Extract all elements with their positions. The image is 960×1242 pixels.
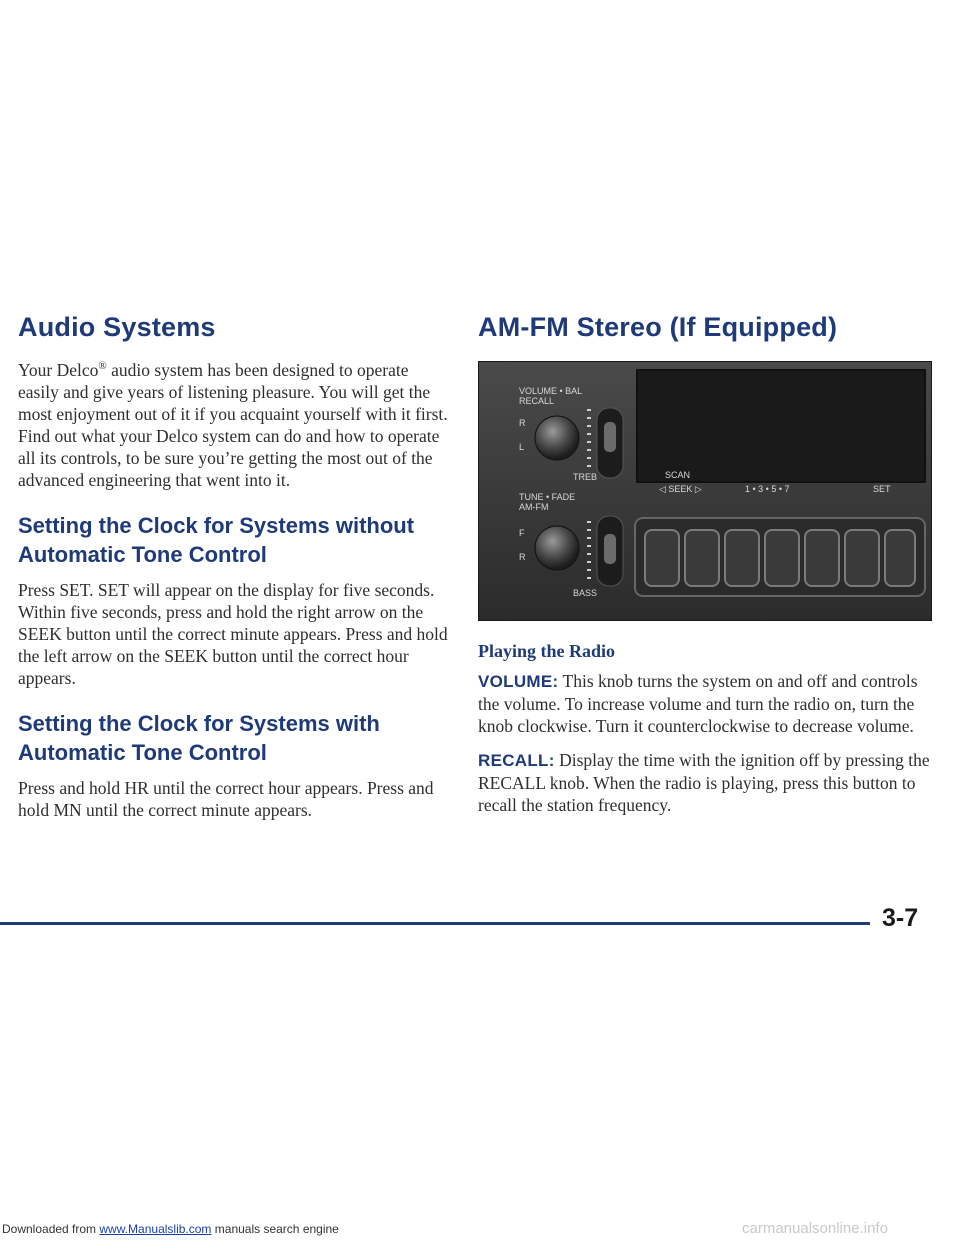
tune-fade-label: TUNE • FADE — [519, 492, 576, 502]
clock-with-atc-heading: Setting the Clock for Systems with Automatic Tone Control — [18, 710, 380, 765]
front-label: F — [519, 528, 525, 538]
radio-faceplate-image — [478, 361, 932, 621]
recall-entry: RECALL: Display the time with the ignition off by pressing the RECALL knob. When the radio is playing, press this button to recall the station frequency. — [478, 750, 930, 815]
clock-with-atc-text: Press and hold HR until the correct hour appears. Press and hold MN until the correct minute appears. — [18, 777, 434, 820]
recall-label: RECALL — [519, 396, 555, 406]
scan-label: SCAN — [665, 470, 691, 480]
set-label: SET — [873, 484, 891, 494]
download-footer: Downloaded from www.Manualslib.com manuals search engine — [2, 1222, 339, 1236]
right-label: R — [519, 418, 526, 428]
preset-numbers-label: 1 • 3 • 5 • 7 — [745, 484, 790, 494]
page-number: 3-7 — [882, 904, 919, 932]
audio-systems-title: Audio Systems — [18, 312, 216, 342]
clock-without-atc-text: Press SET. SET will appear on the display for five seconds. Within five seconds, press and hold the right arrow on the SEEK button until the correct minute appears. Press and hold the left arrow on the SEEK button until the correct hour appears. — [18, 579, 448, 688]
playing-the-radio-heading: Playing the Radio — [478, 641, 616, 661]
seek-label: ◁ SEEK ▷ — [659, 484, 702, 494]
rear-label: R — [519, 552, 526, 562]
footer-rule — [0, 922, 870, 925]
manualslib-link[interactable]: www.Manualslib.com — [99, 1222, 212, 1236]
clock-without-atc-heading: Setting the Clock for Systems without Automatic Tone Control — [18, 512, 415, 567]
am-fm-stereo-title: AM-FM Stereo (If Equipped) — [478, 312, 838, 342]
treble-label: TREB — [573, 472, 598, 482]
carmanuals-watermark: carmanualsonline.info — [742, 1220, 888, 1237]
volume-bal-label: VOLUME • BAL — [519, 386, 583, 396]
intro-paragraph: Your Delco® audio system has been designed to operate easily and give years of listening pleasure. You will get the most enjoyment out of it if you acquaint yourself with it first. Find out what your Delco system can do and how to operate all its controls, to be sure you’re getting the most out of the advanced engineering that went into it. — [18, 359, 448, 490]
right-column — [478, 312, 938, 828]
bass-label: BASS — [573, 588, 598, 598]
am-fm-label: AM-FM — [519, 502, 549, 512]
left-column — [18, 312, 450, 821]
volume-entry: VOLUME: This knob turns the system on and off and controls the volume. To increase volume and turn the radio on, turn the knob clockwise. Turn it counterclockwise to decrease volume. — [478, 671, 918, 736]
left-label: L — [519, 442, 525, 452]
